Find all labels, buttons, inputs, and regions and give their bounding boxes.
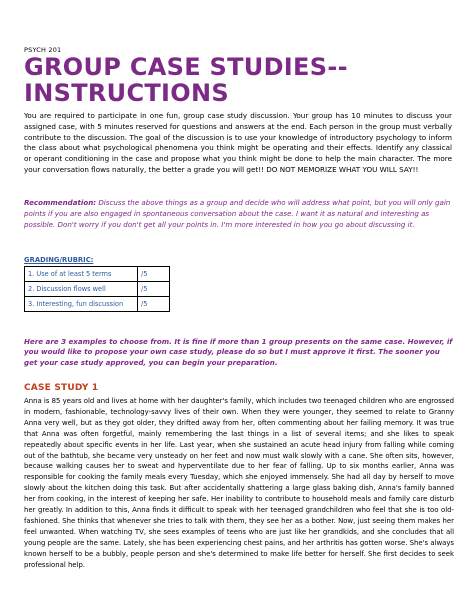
rubric-points: /5 — [138, 297, 170, 312]
rubric-table — [24, 266, 170, 312]
table-row — [25, 267, 170, 282]
rubric-item: 2. Discussion flows well — [25, 282, 138, 297]
table-row — [25, 282, 170, 297]
recommendation-text: Discuss the above things as a group and decide who will address what point, but you will only gain points if you are also engaged in spontaneous conversation about the case. I want it as natural and interesting as possible. Don't worry if you don't get all your points in. I'm more interested in how you go about discussing it. — [24, 198, 451, 229]
page-title: GROUP CASE STUDIES--INSTRUCTIONS — [24, 53, 348, 107]
course-code: PSYCH 201 — [24, 46, 62, 54]
intro-paragraph: You are required to participate in one fun, group case study discussion. Your group has 10 minutes to discuss your assigned case, with 5 minutes reserved for questions and answers at the end. Each person in the group must verbally contribute to the discussion. The goal of the discussion is to use your knowledge of introductory psychology to inform the class about what psychological phenomena you think might be operating and their effects. Identify any classical or operant conditioning in the case and propose what you think might be done to help the main character. The more your conversation flows naturally, the better a grade you will get!! DO NOT MEMORIZE WHAT YOU WILL SAY!! — [24, 111, 452, 174]
recommendation-paragraph — [24, 198, 452, 230]
table-row — [25, 297, 170, 312]
case-study-heading: CASE STUDY 1 — [24, 383, 99, 393]
rubric-item: 1. Use of at least 5 terms — [25, 267, 138, 282]
case-study-text: Anna is 85 years old and lives at home with her daughter's family, which includes two teenaged children who are engrossed in modern, fashionable, technology-savvy lives of their own. When they were younger, they seemed to relate to Granny Anna very well, but as they got older, they drifted away from her, often commenting about her failing memory. It was true that Anna was often forgetful, mainly remembering the last things in a list of several items; and she likes to speak repeatedly about specific events in her life. Last year, when she sustained an acute head injury from falling while coming out of the bathtub, she became very unsteady on her feet and now must walk slowly with a cane. She often sits, however, because walking causes her to sweat and hyperventilate due to her fear of falling. Up to six months earlier, Anna was responsible for cooking the family meals every Tuesday, which she enjoyed immensely. She had all day by herself to move slowly about the kitchen doing this task. But after accidentally shattering a large glass baking dish, Anna's family banned her from cooking, in the interest of keeping her safe. Her inability to contribute to household meals and family care disturb her greatly. In addition to this, Anna finds it difficult to speak with her teenaged grandchildren who feel that she is too old-fashioned. She thinks that whenever she tries to talk with them, they see her as a bother. Now, just seeing them makes her feel unwanted. When watching TV, she sees examples of teens who are just like her grandkids, and she concludes that all young people are the same. Lately, she has been experiencing chest pains, and her arthritis has gotten worse. She's always known herself to be a bubbly, people person and she's determined to make life better for herself. She first decides to seek professional help. — [24, 397, 454, 569]
examples-note: Here are 3 examples to choose from. It is fine if more than 1 group presents on the same case. However, if you would like to propose your own case study, please do so but I must approve it first. The sooner you get your case study approved, you can begin your preparation. — [24, 337, 453, 367]
rubric-item: 3. Interesting, fun discussion — [25, 297, 138, 312]
rubric-points: /5 — [138, 282, 170, 297]
rubric-points: /5 — [138, 267, 170, 282]
grading-heading: GRADING/RUBRIC: — [24, 256, 94, 264]
recommendation-label: Recommendation: — [24, 198, 97, 207]
